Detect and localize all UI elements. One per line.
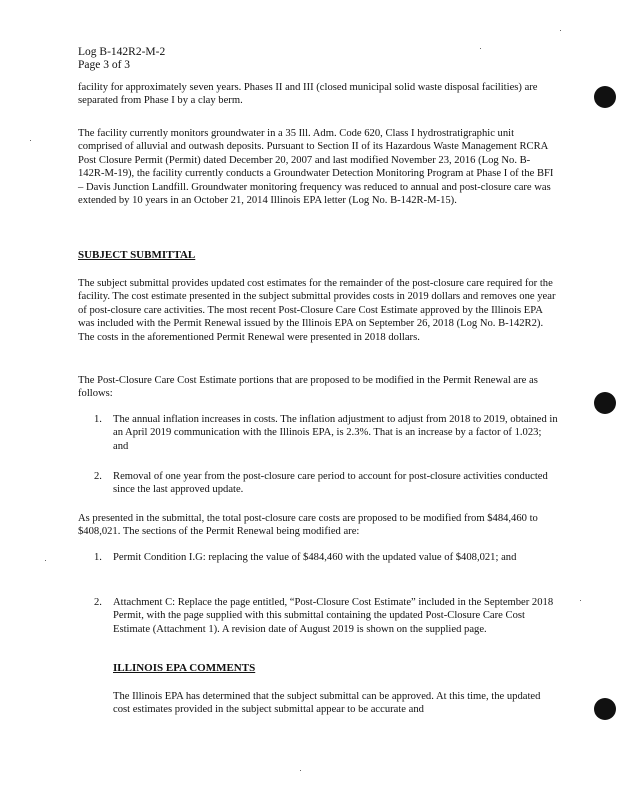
list-item xyxy=(94,413,558,453)
list-item xyxy=(94,596,558,636)
scan-speck xyxy=(580,600,581,601)
list-number: 2. xyxy=(94,597,102,608)
paragraph-phases: facility for approximately seven years. Phases II and III (closed municipal solid waste disposal facilities) are separated from Phase I by a clay berm. xyxy=(78,82,538,107)
list-number: 1. xyxy=(94,552,102,563)
list-text: The annual inflation increases in costs. The inflation adjustment to adjust from 2018 to 2019, obtained in an April 2019 communication with the Illinois EPA, is 2.3%. That is an increase by a factor of 1.023; and xyxy=(113,414,558,452)
list-text: Attachment C: Replace the page entitled, “Post-Closure Cost Estimate” included in the September 2018 Permit, with the page supplied with this submittal containing the updated Post-Closure Care Cost Estimate (Attachment 1). A revision date of August 2019 is shown on the supplied page. xyxy=(113,597,554,635)
page-number: Page 3 of 3 xyxy=(78,59,131,71)
heading-subject-submittal: SUBJECT SUBMITTAL xyxy=(78,249,196,261)
heading-epa-comments: ILLINOIS EPA COMMENTS xyxy=(113,662,256,674)
list-number: 1. xyxy=(94,414,102,425)
scan-speck xyxy=(30,140,31,141)
paragraph-epa-determination: The Illinois EPA has determined that the subject submittal can be approved. At this time, the updated cost estimates provided in the subject submittal appear to be accurate and xyxy=(113,691,541,716)
list-item xyxy=(94,551,558,564)
scan-speck xyxy=(45,560,46,561)
punch-hole xyxy=(594,392,616,414)
list-number: 2. xyxy=(94,471,102,482)
paragraph-subject: The subject submittal provides updated cost estimates for the remainder of the post-closure care required for the facility. The cost estimate presented in the subject submittal provides costs in 2019 dollars and removes one year of post-closure care activities. The most recent Post-Closure Care Cost Estimate approved by the Illinois EPA was included with the Permit Renewal issued by the Illinois EPA on September 26, 2018 (Log No. B-142R2). The costs in the aforementioned Permit Renewal were presented in 2018 dollars. xyxy=(78,278,556,343)
list-text: Removal of one year from the post-closure care period to account for post-closure activities conducted since the last approved update. xyxy=(113,471,548,496)
punch-hole xyxy=(594,86,616,108)
paragraph-costs: As presented in the submittal, the total post-closure care costs are proposed to be modified from $484,460 to $408,021. The sections of the Permit Renewal being modified are: xyxy=(78,513,538,538)
scan-speck xyxy=(480,48,481,49)
list-text: Permit Condition I.G: replacing the value of $484,460 with the updated value of $408,021; and xyxy=(113,552,517,563)
punch-hole xyxy=(594,698,616,720)
list-item xyxy=(94,470,558,497)
paragraph-groundwater: The facility currently monitors groundwater in a 35 Ill. Adm. Code 620, Class I hydrostratigraphic unit comprised of alluvial and outwash deposits. Pursuant to Section II of its Hazardous Waste Management RCRA Post Closure Permit (Permit) dated December 20, 2007 and last modified November 23, 2016 (Log No. B-142R-M-19), the facility currently conducts a Groundwater Detection Monitoring Program at Phase I of the BFI – Davis Junction Landfill. Groundwater monitoring frequency was reduced to annual and post-closure care was extended by 10 years in an October 21, 2014 Illinois EPA letter (Log No. B-142R-M-15). xyxy=(78,128,554,207)
scan-speck xyxy=(300,770,301,771)
log-number: Log B-142R2-M-2 xyxy=(78,46,166,58)
paragraph-portions: The Post-Closure Care Cost Estimate portions that are proposed to be modified in the Permit Renewal are as follows: xyxy=(78,375,538,400)
scan-speck xyxy=(560,30,561,31)
